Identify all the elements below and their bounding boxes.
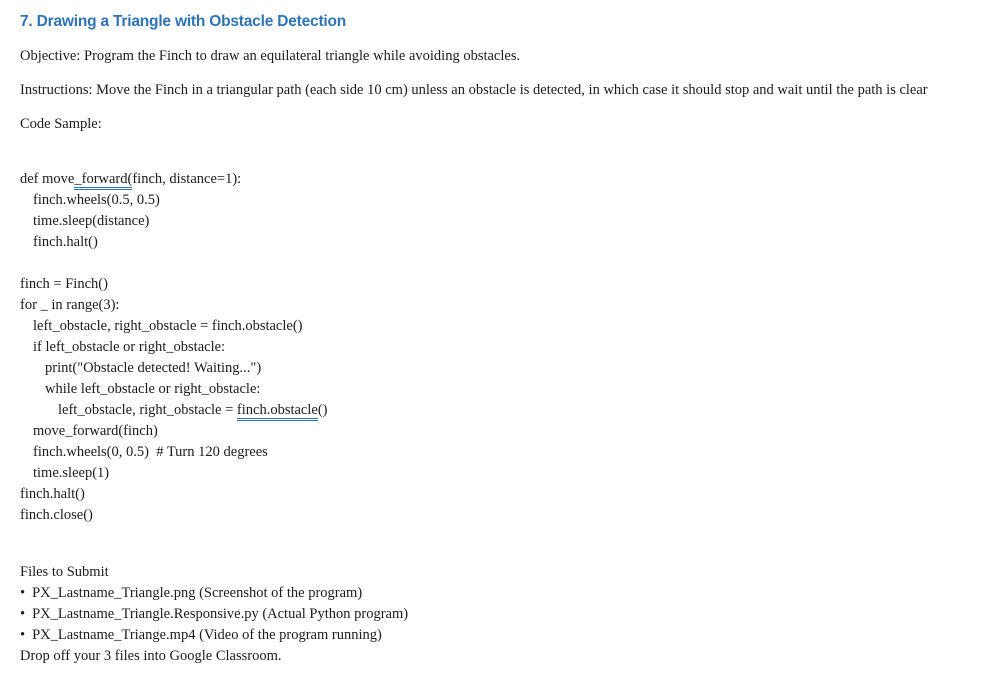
bullet-icon: • (20, 606, 26, 622)
code-sample-label: Code Sample: (20, 116, 102, 132)
dropoff-note: Drop off your 3 files into Google Classroom. (20, 648, 282, 664)
code-text: def move (20, 171, 75, 187)
files-header: Files to Submit (20, 564, 109, 580)
file-item-text: PX_Lastname_Triangle.png (Screenshot of the program) (32, 585, 363, 601)
code-blank-line (20, 253, 981, 274)
code-line: left_obstacle, right_obstacle = finch.obstacle() (33, 318, 303, 334)
code-line: time.sleep(distance) (33, 213, 150, 229)
bullet-icon: • (20, 627, 26, 643)
code-line: print("Obstacle detected! Waiting...") (45, 360, 262, 376)
code-text: finch, distance=1): (132, 171, 242, 187)
code-line: finch.close() (20, 507, 93, 523)
files-to-submit-section (20, 562, 981, 667)
grammar-underline: finch.obstacle (237, 402, 318, 421)
code-line: move_forward(finch) (33, 423, 158, 439)
code-line: finch.wheels(0, 0.5) # Turn 120 degrees (33, 444, 268, 460)
code-line: finch.halt() (20, 486, 85, 502)
file-list-item (20, 583, 981, 604)
file-list-item (20, 625, 981, 646)
code-line: while left_obstacle or right_obstacle: (45, 381, 261, 397)
code-line-def (20, 169, 981, 190)
objective-text: Objective: Program the Finch to draw an equilateral triangle while avoiding obstacles. (20, 48, 521, 64)
code-line-obstacle (20, 400, 981, 421)
bullet-icon: • (20, 585, 26, 601)
code-text: () (317, 402, 328, 418)
file-list-item (20, 604, 981, 625)
file-item-text: PX_Lastname_Triange.mp4 (Video of the program running) (32, 627, 382, 643)
code-line: finch = Finch() (20, 276, 108, 292)
code-sample-block (20, 169, 981, 526)
code-line: for _ in range(3): (20, 297, 120, 313)
code-line: finch.halt() (33, 234, 98, 250)
grammar-underline: _forward( (74, 171, 132, 190)
code-line: time.sleep(1) (33, 465, 110, 481)
code-text: left_obstacle, right_obstacle = (58, 402, 237, 418)
section-title: 7. Drawing a Triangle with Obstacle Detection (20, 13, 347, 30)
file-item-text: PX_Lastname_Triangle.Responsive.py (Actual Python program) (32, 606, 409, 622)
code-line: if left_obstacle or right_obstacle: (33, 339, 226, 355)
code-line: finch.wheels(0.5, 0.5) (33, 192, 160, 208)
instructions-text: Instructions: Move the Finch in a triangular path (each side 10 cm) unless an obstacle is detected, in which case it should stop and wait until the path is clear (20, 82, 928, 98)
